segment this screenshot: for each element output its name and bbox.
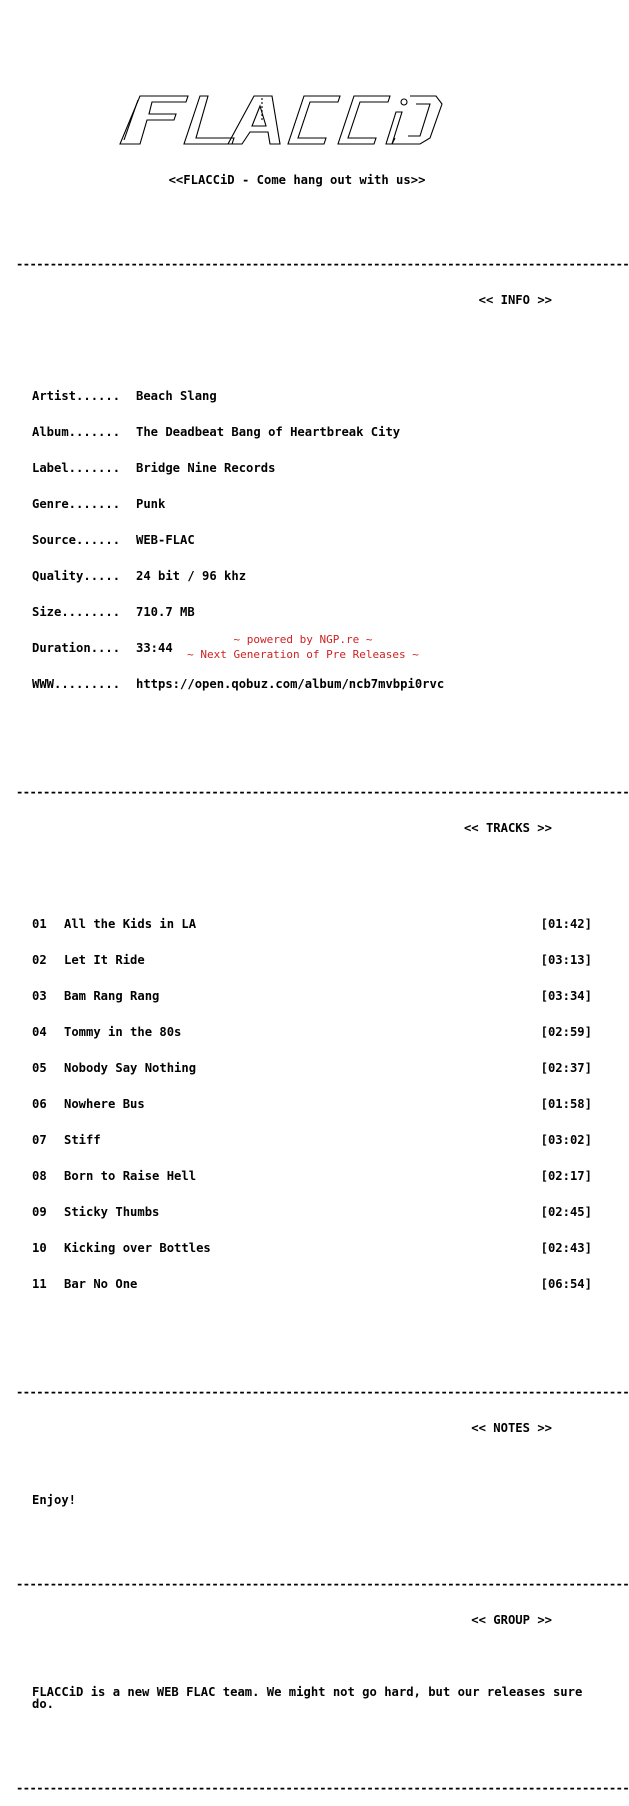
track-row — [16, 954, 600, 966]
track-title: Kicking over Bottles — [64, 1241, 211, 1255]
info-row-www — [16, 678, 600, 690]
info-row-size — [16, 606, 600, 618]
track-title: Sticky Thumbs — [64, 1205, 160, 1219]
section-divider: ------------------------------------------------------------------------------------------- — [16, 257, 629, 271]
info-value: 24 bit / 96 khz — [136, 569, 247, 583]
track-duration: [03:02] — [540, 1133, 592, 1147]
track-title: Born to Raise Hell — [64, 1169, 197, 1183]
track-title: Let It Ride — [64, 953, 145, 967]
info-row-label — [16, 462, 600, 474]
info-label: Source...... — [32, 533, 121, 547]
footer-powered-by: ~ powered by NGP.re ~ — [233, 633, 373, 646]
track-number: 03 — [32, 989, 47, 1003]
track-title: Tommy in the 80s — [64, 1025, 182, 1039]
track-title: Stiff — [64, 1133, 101, 1147]
track-number: 11 — [32, 1277, 47, 1291]
track-title: All the Kids in LA — [64, 917, 197, 931]
info-label: Genre....... — [32, 497, 121, 511]
info-value: Bridge Nine Records — [136, 461, 276, 475]
notes-section-title: << NOTES >> — [471, 1421, 552, 1435]
info-value: WEB-FLAC — [136, 533, 195, 547]
info-label: Label....... — [32, 461, 121, 475]
track-duration: [06:54] — [540, 1277, 592, 1291]
info-value: 33:44 — [136, 641, 173, 655]
section-divider: ------------------------------------------------------------------------------------------- — [16, 1781, 629, 1795]
info-value: 710.7 MB — [136, 605, 195, 619]
track-duration: [01:42] — [540, 917, 592, 931]
info-row-quality — [16, 570, 600, 582]
track-duration: [02:17] — [540, 1169, 592, 1183]
info-value: Beach Slang — [136, 389, 217, 403]
track-duration: [03:13] — [540, 953, 592, 967]
info-value: Punk — [136, 497, 166, 511]
track-row — [16, 1134, 600, 1146]
track-number: 06 — [32, 1097, 47, 1111]
notes-text: Enjoy! — [32, 1493, 77, 1507]
info-label: Size........ — [32, 605, 121, 619]
info-label: Artist...... — [32, 389, 121, 403]
info-row-album — [16, 426, 600, 438]
track-list — [16, 894, 600, 1314]
info-row-genre — [16, 498, 600, 510]
track-number: 10 — [32, 1241, 47, 1255]
track-row — [16, 918, 600, 930]
track-row — [16, 1062, 600, 1074]
info-label: Quality..... — [32, 569, 121, 583]
track-duration: [03:34] — [540, 989, 592, 1003]
info-section-title: << INFO >> — [478, 293, 552, 307]
info-row-source — [16, 534, 600, 546]
track-row — [16, 1098, 600, 1110]
track-row — [16, 1278, 600, 1290]
tagline: <<FLACCiD - Come hang out with us>> — [168, 173, 426, 187]
track-title: Nowhere Bus — [64, 1097, 145, 1111]
section-divider: ------------------------------------------------------------------------------------------- — [16, 785, 629, 799]
ascii-logo — [104, 68, 600, 128]
track-duration: [02:59] — [540, 1025, 592, 1039]
track-row — [16, 1026, 600, 1038]
flaccid-logo-art — [104, 92, 444, 152]
footer — [0, 632, 608, 662]
track-row — [16, 990, 600, 1002]
track-row — [16, 1206, 600, 1218]
footer-tagline: ~ Next Generation of Pre Releases ~ — [187, 648, 419, 661]
track-row — [16, 1170, 600, 1182]
info-label: WWW......... — [32, 677, 121, 691]
track-number: 04 — [32, 1025, 47, 1039]
track-row — [16, 1242, 600, 1254]
group-section-title: << GROUP >> — [471, 1613, 552, 1627]
track-title: Nobody Say Nothing — [64, 1061, 197, 1075]
info-label: Album....... — [32, 425, 121, 439]
track-number: 02 — [32, 953, 47, 967]
track-duration: [02:37] — [540, 1061, 592, 1075]
track-number: 05 — [32, 1061, 47, 1075]
info-value: The Deadbeat Bang of Heartbreak City — [136, 425, 401, 439]
section-divider: ------------------------------------------------------------------------------------------- — [16, 1577, 629, 1591]
track-number: 01 — [32, 917, 47, 931]
info-row-artist — [16, 390, 600, 402]
tracks-section-title: << TRACKS >> — [463, 821, 552, 835]
track-title: Bam Rang Rang — [64, 989, 160, 1003]
info-label: Duration.... — [32, 641, 121, 655]
group-description: FLACCiD is a new WEB FLAC team. We might not go hard, but our releases sure do. — [32, 1685, 583, 1711]
track-number: 08 — [32, 1169, 47, 1183]
track-title: Bar No One — [64, 1277, 138, 1291]
track-duration: [01:58] — [540, 1097, 592, 1111]
track-duration: [02:43] — [540, 1241, 592, 1255]
track-number: 07 — [32, 1133, 47, 1147]
nfo-document — [16, 32, 629, 1806]
track-number: 09 — [32, 1205, 47, 1219]
album-url-link[interactable]: https://open.qobuz.com/album/ncb7mvbpi0rvc — [136, 677, 445, 691]
track-duration: [02:45] — [540, 1205, 592, 1219]
section-divider: ------------------------------------------------------------------------------------------- — [16, 1385, 629, 1399]
